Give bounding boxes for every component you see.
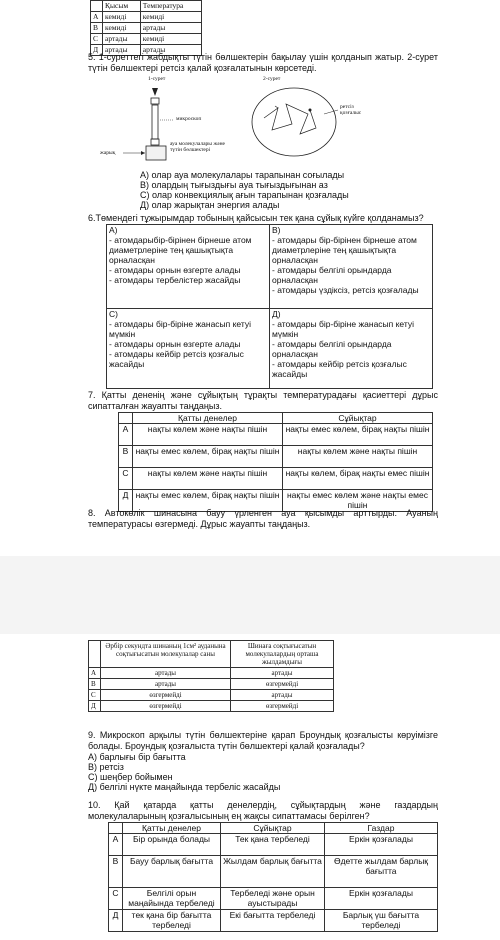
- statement: - атомдарыбір-бірінен бірнеше атом диаметрлеріне тең қашықтықта орналасқан: [109, 235, 252, 265]
- statement: - атомдары кейбір ретсіз қозғалыс жасайды: [109, 349, 244, 369]
- row-letter: В: [119, 446, 133, 468]
- table-cell: Жылдам барлық бағытта: [221, 856, 325, 888]
- option-label: С): [109, 309, 118, 319]
- table-header-cell: Әрбір секундта шинаның 1см² ауданына соқтығысатын молекулалар саны: [101, 641, 231, 668]
- row-letter: Д: [109, 910, 123, 932]
- page-gap: [0, 556, 500, 634]
- table-row: [91, 12, 202, 23]
- table-cell: Белгілі орын маңайында тербеледі: [123, 888, 221, 910]
- option-c[interactable]: С) шеңбер бойымен: [88, 772, 173, 782]
- table-header-row: [109, 823, 438, 834]
- question-10-table: [108, 822, 438, 932]
- table-header-cell: [109, 823, 123, 834]
- question-7-text: 7. Қатты дененің және сұйықтың тұрақты температурадағы қасиеттері дұрыс сипатталған жауапты таңдаңыз.: [88, 390, 438, 411]
- row-letter: С: [119, 468, 133, 490]
- option-d[interactable]: Д) олар жарықтан энергия алады: [140, 200, 280, 210]
- table-header-cell: [119, 413, 133, 424]
- table-cell: Еркін қозғалады: [325, 888, 438, 910]
- table-header-cell: Қатты денелер: [133, 413, 283, 424]
- statement: - атомдары кейбір ретсіз қозғалыс жасайды: [272, 359, 407, 379]
- table-header-row: [89, 641, 334, 668]
- statement: - атомдары бір-біріне жанасып кетуі мүмкін: [109, 319, 252, 339]
- table-row: [91, 34, 202, 45]
- apparatus-drawing: [88, 76, 440, 168]
- statement: - атомдары белгілі орындарда орналасқан: [272, 339, 392, 359]
- row-letter: Д: [89, 701, 101, 712]
- row-letter: Д: [119, 490, 133, 512]
- table-header-row: [91, 1, 202, 12]
- statement: - атомдары белгілі орындарда орналасқан: [272, 265, 392, 285]
- table-cell: артады: [140, 23, 201, 34]
- statement: - атомдары бір-біріне жанасып кетуі мүмкін: [272, 319, 415, 339]
- table-cell: Тек қана тербеледі: [221, 834, 325, 856]
- row-letter: С: [109, 888, 123, 910]
- table-cell: өзгермейді: [231, 679, 334, 690]
- question-10-text: 10. Қай қатарда қатты денелердің, сұйықтардың және газдардың молекулаларының қозғалысының ең жақсы сипаттамасы берілген?: [88, 800, 438, 821]
- table-row[interactable]: [109, 856, 438, 888]
- row-letter: А: [89, 668, 101, 679]
- figure-smoke-cell: [88, 76, 440, 168]
- table-row[interactable]: [119, 424, 433, 446]
- table-row: [91, 23, 202, 34]
- table-row[interactable]: [89, 679, 334, 690]
- table-row[interactable]: [119, 446, 433, 468]
- table-header-cell: Шинаға соқтығысатын молекулалардың орташа жылдамдығы: [231, 641, 334, 668]
- table-row[interactable]: [89, 690, 334, 701]
- question-6-text: 6.Төмендегі тұжырымдар тобының қайсысын тек қана сұйық күйге қолданамыз?: [88, 213, 424, 223]
- question-8-table: [88, 640, 334, 712]
- table-cell: нақты көлем және нақты пішін: [133, 424, 283, 446]
- table-cell: Екі бағытта тербеледі: [221, 910, 325, 932]
- table-cell: Д: [91, 45, 103, 56]
- row-letter: С: [89, 690, 101, 701]
- table-cell: нақты емес көлем, бірақ нақты пішін: [283, 424, 433, 446]
- table-cell: Бауу барлық бағытта: [123, 856, 221, 888]
- light-label: жарық: [100, 150, 116, 156]
- microscope-label: микроскоп: [176, 116, 202, 122]
- table-cell: С: [91, 34, 103, 45]
- option-a-cell[interactable]: [107, 225, 270, 309]
- table-cell: артады: [231, 690, 334, 701]
- table-cell: кемиді: [140, 12, 201, 23]
- question-5-text: 5. 1-суреттегі жабдықты түтін бөлшектерін бақылау үшін қолданып жатыр. 2-сурет түтін бөлшектері ретсіз қалай қозғалатынын көрсетеді.: [88, 52, 438, 73]
- option-b[interactable]: В) ретсіз: [88, 762, 124, 772]
- page-1: [88, 0, 440, 556]
- option-c-cell[interactable]: [107, 309, 270, 389]
- table-cell: кемиді: [140, 34, 201, 45]
- question-8-text: 8. Автокөлік шинасына бауу үрленген ауа қысымды арттырды. Ауаның температурасы өзгермеді. Дұрыс жауапты таңдаңыз.: [88, 508, 438, 529]
- question-9-options: [88, 752, 438, 792]
- option-d-cell[interactable]: [270, 309, 433, 389]
- pressure-temperature-table: [90, 0, 202, 56]
- table-cell: артады: [103, 45, 141, 56]
- table-cell: нақты емес көлем, бірақ нақты пішін: [133, 490, 283, 512]
- table-header-row: [119, 413, 433, 424]
- page-2: [88, 634, 440, 940]
- table-cell: тек қана бір бағытта тербеледі: [123, 910, 221, 932]
- option-d[interactable]: Д) белгілі нүкте маңайында тербеліс жасайды: [88, 782, 281, 792]
- table-cell: артады: [231, 668, 334, 679]
- table-row[interactable]: [89, 701, 334, 712]
- table-cell: өзгермейді: [231, 701, 334, 712]
- table-cell: артады: [101, 679, 231, 690]
- table-row: [107, 225, 433, 309]
- table-cell: артады: [101, 668, 231, 679]
- table-cell: Барлық үш бағытта тербеледі: [325, 910, 438, 932]
- table-cell: В: [91, 23, 103, 34]
- question-6-table: [106, 224, 433, 389]
- statement: - атомдары орнын өзгерте алады: [109, 265, 241, 275]
- particle-path-label: ретсіз қозғалыс: [340, 104, 362, 116]
- statement: - атомдары орнын өзгерте алады: [109, 339, 241, 349]
- table-cell: артады: [103, 34, 141, 45]
- table-cell: Бір орында болады: [123, 834, 221, 856]
- row-letter: В: [89, 679, 101, 690]
- option-a[interactable]: А) барлығы бір бағытта: [88, 752, 186, 762]
- table-cell: Өдетте жылдам барлық бағытта: [325, 856, 438, 888]
- table-cell: Тербеледі және орын ауыстырады: [221, 888, 325, 910]
- question-5-options: [140, 170, 440, 210]
- table-row[interactable]: [109, 888, 438, 910]
- table-cell: артады: [140, 45, 201, 56]
- table-row[interactable]: [109, 910, 438, 932]
- option-label: Д): [272, 309, 281, 319]
- question-9-text: 9. Микроскоп арқылы түтін бөлшектеріне қарап Броундық қозғалысты көруімізге болады. Броундық қозғалыста түтін бөлшектері қалай қозғалады?: [88, 730, 438, 751]
- statement: - атомдары үздіксіз, ретсіз қозғалады: [272, 285, 419, 295]
- table-header-cell: Температура: [140, 1, 201, 12]
- table-cell: нақты көлем, бірақ нақты емес пішін: [283, 468, 433, 490]
- table-row[interactable]: [109, 834, 438, 856]
- table-header-cell: Сұйықтар: [221, 823, 325, 834]
- table-cell: нақты көлем және нақты пішін: [133, 468, 283, 490]
- table-header-cell: [91, 1, 103, 12]
- table-header-cell: [89, 641, 101, 668]
- table-cell: өзгермейді: [101, 690, 231, 701]
- cell-label: ауа молекулалары және түтін бөлшектері: [170, 141, 225, 153]
- figure-2-label: 2-сурет: [263, 76, 281, 82]
- table-cell: нақты емес көлем және нақты емес пішін: [283, 490, 433, 512]
- table-row[interactable]: [119, 468, 433, 490]
- table-cell: кемиді: [103, 12, 141, 23]
- table-cell: нақты көлем және нақты пішін: [283, 446, 433, 468]
- table-cell: өзгермейді: [101, 701, 231, 712]
- option-a[interactable]: А) олар ауа молекулалары тарапынан соғылады: [140, 170, 345, 180]
- option-b-cell[interactable]: [270, 225, 433, 309]
- option-c[interactable]: С) олар конвекциялық ағын тарапынан қозғалады: [140, 190, 349, 200]
- statement: - атомдары тербелістер жасайды: [109, 275, 241, 285]
- row-letter: А: [119, 424, 133, 446]
- statement: - атомдары бір-бірінен бірнеше атом диаметрлеріне тең қашықтықта орналасқан: [272, 235, 417, 265]
- row-letter: А: [109, 834, 123, 856]
- option-label: А): [109, 225, 118, 235]
- table-header-cell: Сұйықтар: [283, 413, 433, 424]
- table-row[interactable]: [89, 668, 334, 679]
- option-label: В): [272, 225, 281, 235]
- table-cell: нақты емес көлем, бірақ нақты пішін: [133, 446, 283, 468]
- row-letter: В: [109, 856, 123, 888]
- table-cell: кемиді: [103, 23, 141, 34]
- table-header-cell: Қысым: [103, 1, 141, 12]
- table-cell: Еркін қозғалады: [325, 834, 438, 856]
- table-row: [107, 309, 433, 389]
- table-header-cell: Қатты денелер: [123, 823, 221, 834]
- table-cell: А: [91, 12, 103, 23]
- table-header-cell: Газдар: [325, 823, 438, 834]
- figure-1-label: 1-сурет: [148, 76, 166, 82]
- option-b[interactable]: В) олардың тығыздығы ауа тығыздығынан аз: [140, 180, 328, 190]
- question-7-table: [118, 412, 433, 512]
